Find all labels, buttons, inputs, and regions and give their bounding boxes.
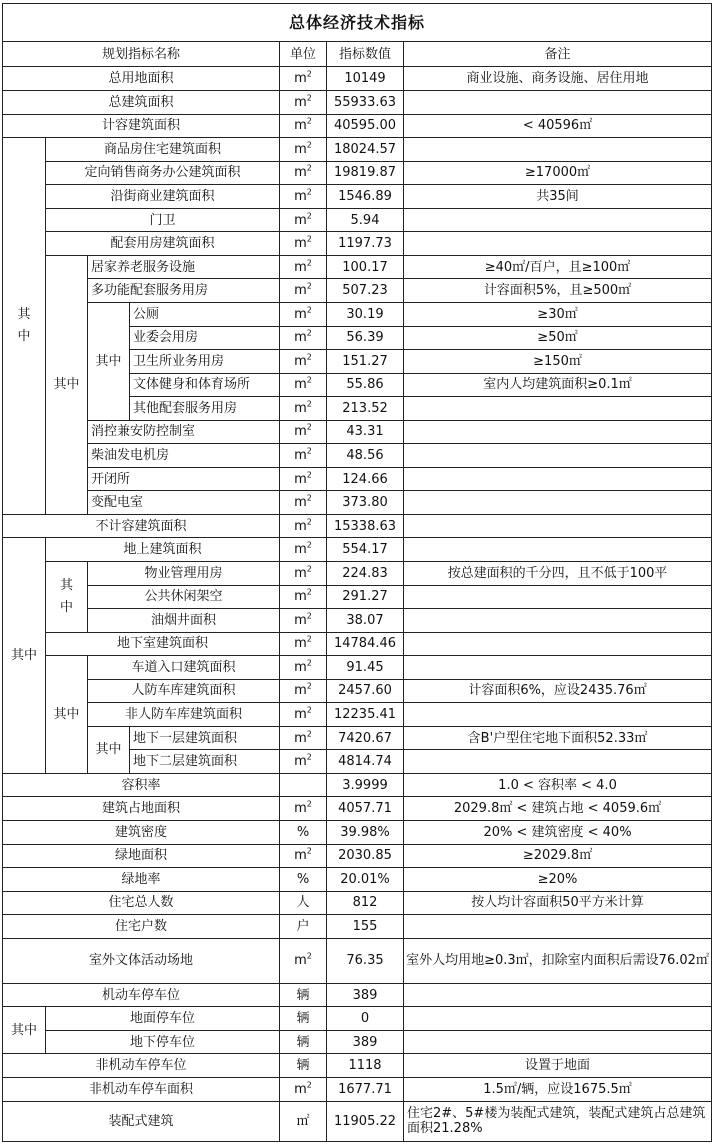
row-unit: $m^2$ — [280, 232, 327, 256]
row-name: 业委会用房 — [130, 326, 280, 350]
row-note: 室内人均建筑面积≥0.1㎡ — [404, 373, 712, 397]
indicator-table — [2, 3, 712, 1142]
row-name: 住宅总人数 — [3, 891, 280, 915]
row-value: 3.9999 — [327, 773, 404, 797]
row-name: 人防车库建筑面积 — [88, 679, 280, 703]
row-unit: 辆 — [280, 1054, 327, 1078]
row-note: 按总建面积的千分四，且不低于100平 — [404, 561, 712, 585]
group-label-dishang: 其 中 — [46, 561, 88, 632]
row-unit: $m^2$ — [280, 514, 327, 538]
row-name: 不计容建筑面积 — [3, 514, 280, 538]
row-name: 门卫 — [46, 208, 280, 232]
table-row — [3, 1101, 712, 1141]
row-note — [404, 514, 712, 538]
row-value: 15338.63 — [327, 514, 404, 538]
row-note — [404, 585, 712, 609]
row-value: 124.66 — [327, 467, 404, 491]
row-unit: 辆 — [280, 1030, 327, 1054]
row-unit: $m^2$ — [280, 750, 327, 774]
table-row — [3, 514, 712, 538]
row-value: 30.19 — [327, 302, 404, 326]
row-value: 55933.63 — [327, 91, 404, 115]
table-title: 总体经济技术指标 — [3, 4, 712, 42]
row-value: 39.98% — [327, 820, 404, 844]
table-row — [3, 726, 712, 750]
row-name: 装配式建筑 — [3, 1101, 280, 1141]
row-note — [404, 91, 712, 115]
row-value: 224.83 — [327, 561, 404, 585]
table-row — [3, 467, 712, 491]
row-name: 非人防车库建筑面积 — [88, 703, 280, 727]
row-name: 文体健身和体育场所 — [130, 373, 280, 397]
row-unit: $m^2$ — [280, 373, 327, 397]
row-unit: $m^2$ — [280, 538, 327, 562]
row-value: 56.39 — [327, 326, 404, 350]
row-unit: 辆 — [280, 1007, 327, 1031]
row-name: 非机动车停车位 — [3, 1054, 280, 1078]
row-unit: $m^2$ — [280, 467, 327, 491]
table-row — [3, 868, 712, 892]
row-note: 计容面积5%，且≥500㎡ — [404, 279, 712, 303]
row-name: 总用地面积 — [3, 67, 280, 91]
row-name: 配套用房建筑面积 — [46, 232, 280, 256]
row-unit: $m^2$ — [280, 632, 327, 656]
table-row — [3, 491, 712, 515]
table-row — [3, 185, 712, 209]
row-name: 地面停车位 — [46, 1007, 280, 1031]
row-name: 建筑占地面积 — [3, 797, 280, 821]
row-value: 507.23 — [327, 279, 404, 303]
row-unit: $m^2$ — [280, 91, 327, 115]
table-row — [3, 1007, 712, 1031]
row-note: ≥40㎡/百户，且≥100㎡ — [404, 255, 712, 279]
group-label-dixia: 其中 — [46, 656, 88, 774]
table-row — [3, 585, 712, 609]
row-note: ≥50㎡ — [404, 326, 712, 350]
row-value: 19819.87 — [327, 161, 404, 185]
row-value: 2030.85 — [327, 844, 404, 868]
row-name: 柴油发电机房 — [88, 444, 280, 468]
row-unit: $m^2$ — [280, 844, 327, 868]
row-note — [404, 1007, 712, 1031]
table-row — [3, 161, 712, 185]
row-note — [404, 915, 712, 939]
row-note — [404, 491, 712, 515]
row-unit: $m^2$ — [280, 302, 327, 326]
row-name: 其他配套服务用房 — [130, 397, 280, 421]
row-value: 14784.46 — [327, 632, 404, 656]
table-row — [3, 138, 712, 162]
table-row — [3, 891, 712, 915]
row-unit: $m^2$ — [280, 585, 327, 609]
group-label-duogongneng: 其中 — [88, 302, 130, 420]
row-name: 消控兼安防控制室 — [88, 420, 280, 444]
row-value: 20.01% — [327, 868, 404, 892]
row-name: 总建筑面积 — [3, 91, 280, 115]
row-unit: $m^2$ — [280, 491, 327, 515]
row-unit: $m^2$ — [280, 797, 327, 821]
row-value: 389 — [327, 1030, 404, 1054]
row-note — [404, 444, 712, 468]
table-row — [3, 114, 712, 138]
row-unit: $m^2$ — [280, 444, 327, 468]
row-unit: $m^2$ — [280, 420, 327, 444]
table-row — [3, 420, 712, 444]
row-name: 居家养老服务设施 — [88, 255, 280, 279]
row-note: 室外人均用地≥0.3㎡，扣除室内面积后需设76.02㎡ — [404, 938, 712, 983]
row-unit: ㎡ — [280, 1101, 327, 1141]
row-name: 地下一层建筑面积 — [130, 726, 280, 750]
row-unit: 人 — [280, 891, 327, 915]
header-value: 指标数值 — [327, 41, 404, 67]
group-label-bujirong: 其中 — [3, 538, 46, 773]
row-note: ≥2029.8㎡ — [404, 844, 712, 868]
row-unit: $m^2$ — [280, 326, 327, 350]
row-note — [404, 632, 712, 656]
row-value: 373.80 — [327, 491, 404, 515]
row-unit: $m^2$ — [280, 114, 327, 138]
table-row — [3, 938, 712, 983]
row-name: 物业管理用房 — [88, 561, 280, 585]
row-name: 沿街商业建筑面积 — [46, 185, 280, 209]
row-value: 100.17 — [327, 255, 404, 279]
row-note — [404, 1030, 712, 1054]
row-value: 291.27 — [327, 585, 404, 609]
row-name: 变配电室 — [88, 491, 280, 515]
row-unit: $m^2$ — [280, 185, 327, 209]
group-label-feirenfang: 其中 — [88, 726, 130, 773]
table-row — [3, 983, 712, 1007]
row-value: 812 — [327, 891, 404, 915]
table-row — [3, 232, 712, 256]
title-row — [3, 4, 712, 42]
row-name: 开闭所 — [88, 467, 280, 491]
row-name: 地下室建筑面积 — [46, 632, 280, 656]
row-unit: $m^2$ — [280, 67, 327, 91]
table-row — [3, 679, 712, 703]
table-row — [3, 1054, 712, 1078]
row-value: 76.35 — [327, 938, 404, 983]
row-note — [404, 703, 712, 727]
row-note — [404, 609, 712, 633]
row-unit: $m^2$ — [280, 703, 327, 727]
row-note — [404, 420, 712, 444]
row-value: 4814.74 — [327, 750, 404, 774]
row-value: 7420.67 — [327, 726, 404, 750]
row-name: 地上建筑面积 — [46, 538, 280, 562]
table-row — [3, 773, 712, 797]
row-note: 计容面积6%，应设2435.76㎡ — [404, 679, 712, 703]
row-note: 1.5㎡/辆，应设1675.5㎡ — [404, 1077, 712, 1101]
row-unit: $m^2$ — [280, 208, 327, 232]
row-note — [404, 656, 712, 680]
row-value: 55.86 — [327, 373, 404, 397]
row-name: 绿地面积 — [3, 844, 280, 868]
row-note: < 40596㎡ — [404, 114, 712, 138]
row-value: 4057.71 — [327, 797, 404, 821]
row-note — [404, 208, 712, 232]
row-unit: $m^2$ — [280, 279, 327, 303]
row-unit — [280, 773, 327, 797]
row-unit: $m^2$ — [280, 561, 327, 585]
row-name: 住宅户数 — [3, 915, 280, 939]
row-name: 车道入口建筑面积 — [88, 656, 280, 680]
row-value: 38.07 — [327, 609, 404, 633]
row-value: 151.27 — [327, 350, 404, 374]
row-value: 2457.60 — [327, 679, 404, 703]
row-name: 建筑密度 — [3, 820, 280, 844]
table-row — [3, 820, 712, 844]
group-label-peitao: 其中 — [46, 255, 88, 514]
row-unit: 辆 — [280, 983, 327, 1007]
table-row — [3, 302, 712, 326]
row-note: 20% < 建筑密度 < 40% — [404, 820, 712, 844]
table-row — [3, 538, 712, 562]
row-name: 油烟井面积 — [88, 609, 280, 633]
table-row — [3, 632, 712, 656]
group-label-parking: 其中 — [3, 1007, 46, 1054]
table-row — [3, 797, 712, 821]
row-name: 公厕 — [130, 302, 280, 326]
row-value: 40595.00 — [327, 114, 404, 138]
row-note: 共35间 — [404, 185, 712, 209]
row-unit: $m^2$ — [280, 679, 327, 703]
row-note — [404, 467, 712, 491]
row-name: 公共休闲架空 — [88, 585, 280, 609]
row-note: 商业设施、商务设施、居住用地 — [404, 67, 712, 91]
header-row — [3, 41, 712, 67]
row-value: 10149 — [327, 67, 404, 91]
row-name: 机动车停车位 — [3, 983, 280, 1007]
row-value: 1197.73 — [327, 232, 404, 256]
row-note: 住宅2#、5#楼为装配式建筑，装配式建筑占总建筑面积21.28% — [404, 1101, 712, 1141]
table-row — [3, 561, 712, 585]
row-unit: 户 — [280, 915, 327, 939]
table-row — [3, 255, 712, 279]
group-label-jirong: 其 中 — [3, 138, 46, 515]
row-name: 计容建筑面积 — [3, 114, 280, 138]
row-name: 容积率 — [3, 773, 280, 797]
row-value: 554.17 — [327, 538, 404, 562]
table-row — [3, 279, 712, 303]
row-value: 18024.57 — [327, 138, 404, 162]
row-value: 43.31 — [327, 420, 404, 444]
row-name: 多功能配套服务用房 — [88, 279, 280, 303]
row-unit: $m^2$ — [280, 609, 327, 633]
table-row — [3, 208, 712, 232]
table-row — [3, 656, 712, 680]
row-value: 48.56 — [327, 444, 404, 468]
row-name: 绿地率 — [3, 868, 280, 892]
row-note: ≥20% — [404, 868, 712, 892]
row-name: 商品房住宅建筑面积 — [46, 138, 280, 162]
table-row — [3, 444, 712, 468]
row-name: 非机动车停车面积 — [3, 1077, 280, 1101]
row-unit: $m^2$ — [280, 726, 327, 750]
row-value: 389 — [327, 983, 404, 1007]
row-note: ≥30㎡ — [404, 302, 712, 326]
row-value: 12235.41 — [327, 703, 404, 727]
row-note — [404, 397, 712, 421]
row-value: 1677.71 — [327, 1077, 404, 1101]
row-unit: $m^2$ — [280, 138, 327, 162]
row-name: 地下停车位 — [46, 1030, 280, 1054]
row-note — [404, 538, 712, 562]
table-row — [3, 915, 712, 939]
row-note — [404, 983, 712, 1007]
row-unit: $m^2$ — [280, 255, 327, 279]
row-note — [404, 138, 712, 162]
table-row — [3, 609, 712, 633]
row-value: 11905.22 — [327, 1101, 404, 1141]
row-unit: % — [280, 820, 327, 844]
row-value: 5.94 — [327, 208, 404, 232]
row-unit: $m^2$ — [280, 656, 327, 680]
row-note — [404, 232, 712, 256]
row-value: 1546.89 — [327, 185, 404, 209]
row-value: 1118 — [327, 1054, 404, 1078]
table-row — [3, 91, 712, 115]
row-unit: $m^2$ — [280, 161, 327, 185]
row-note: 含B'户型住宅地下面积52.33㎡ — [404, 726, 712, 750]
row-note: 设置于地面 — [404, 1054, 712, 1078]
row-name: 定向销售商务办公建筑面积 — [46, 161, 280, 185]
row-note — [404, 750, 712, 774]
row-unit: $m^2$ — [280, 397, 327, 421]
table-row — [3, 703, 712, 727]
header-name: 规划指标名称 — [3, 41, 280, 67]
row-value: 155 — [327, 915, 404, 939]
row-unit: $m^2$ — [280, 938, 327, 983]
row-unit: % — [280, 868, 327, 892]
row-value: 91.45 — [327, 656, 404, 680]
row-unit: $m^2$ — [280, 350, 327, 374]
header-unit: 单位 — [280, 41, 327, 67]
row-note: ≥17000㎡ — [404, 161, 712, 185]
table-row — [3, 844, 712, 868]
table-row — [3, 67, 712, 91]
table-row — [3, 1077, 712, 1101]
row-note: 按人均计容面积50平方米计算 — [404, 891, 712, 915]
row-unit: $m^2$ — [280, 1077, 327, 1101]
row-name: 卫生所业务用房 — [130, 350, 280, 374]
row-value: 0 — [327, 1007, 404, 1031]
row-name: 地下二层建筑面积 — [130, 750, 280, 774]
header-note: 备注 — [404, 41, 712, 67]
row-note: 1.0 < 容积率 < 4.0 — [404, 773, 712, 797]
table-row — [3, 1030, 712, 1054]
row-name: 室外文体活动场地 — [3, 938, 280, 983]
row-value: 213.52 — [327, 397, 404, 421]
row-note: 2029.8㎡ < 建筑占地 < 4059.6㎡ — [404, 797, 712, 821]
row-note: ≥150㎡ — [404, 350, 712, 374]
